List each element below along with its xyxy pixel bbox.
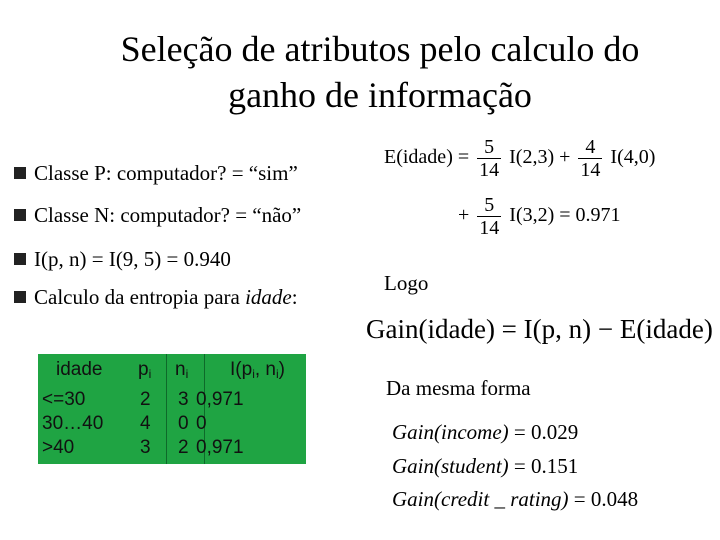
table-cell: 0	[196, 413, 207, 434]
table-cell: 4	[140, 413, 151, 434]
bullet-class-n: Classe N: computador? = “não”	[14, 202, 301, 228]
table-cell: 2	[140, 389, 151, 410]
entropy-equation-line-1: E(idade) = $\frac{5}{14}$ I(2,3) + $\frac{4}{14}$ I(4,0)	[384, 136, 656, 181]
title-line-1: Seleção de atributos pelo calculo do	[120, 29, 640, 69]
bullet-square-icon	[14, 253, 26, 265]
table-cell: 2	[178, 437, 189, 458]
entropy-equation-line-2: + $\frac{5}{14}$ I(3,2) = 0.971	[458, 194, 621, 239]
header-n: $n_i$	[175, 359, 189, 381]
gain-income: Gain(income) = 0.029	[392, 420, 579, 444]
gain-student: Gain(student) = 0.151	[392, 454, 579, 478]
table-cell: <=30	[42, 389, 86, 410]
title-line-2: ganho de informação	[228, 75, 532, 115]
table-cell: >40	[42, 437, 75, 458]
table-cell: 0,971	[196, 437, 244, 458]
table-cell: 0,971	[196, 389, 244, 410]
bullet-entropy: Calculo da entropia para idade:	[14, 284, 298, 310]
table-cell: 3	[140, 437, 151, 458]
table-cell: 0	[178, 413, 189, 434]
bullet-class-p: Classe P: computador? = “sim”	[14, 160, 298, 186]
idade-table	[38, 354, 306, 464]
gain-formula: Gain(idade) = I(p, n) − E(idade)	[366, 314, 713, 344]
bullet-square-icon	[14, 167, 26, 179]
table-cell: 3	[178, 389, 189, 410]
bullet-square-icon	[14, 209, 26, 221]
header-idade: idade	[56, 359, 103, 380]
fraction: $\frac{4}{14}$	[580, 136, 601, 181]
table-cell: 30…40	[42, 413, 104, 434]
header-info: $I(p_i$, $n_i$)	[230, 359, 285, 381]
slide-title	[60, 26, 700, 118]
fraction: $\frac{5}{14}$	[479, 194, 500, 239]
fraction: $\frac{5}{14}$	[479, 136, 500, 181]
bullet-info: I(p, n) = I(9, 5) = 0.940	[14, 246, 231, 272]
bullet-square-icon	[14, 291, 26, 303]
header-p: $p_i$	[138, 359, 152, 381]
da-mesma-forma-text: Da mesma forma	[386, 376, 531, 400]
table-divider	[166, 354, 167, 464]
logo-text: Logo	[384, 271, 429, 295]
gain-credit-rating: Gain(credit _ rating) = 0.048	[392, 487, 639, 511]
